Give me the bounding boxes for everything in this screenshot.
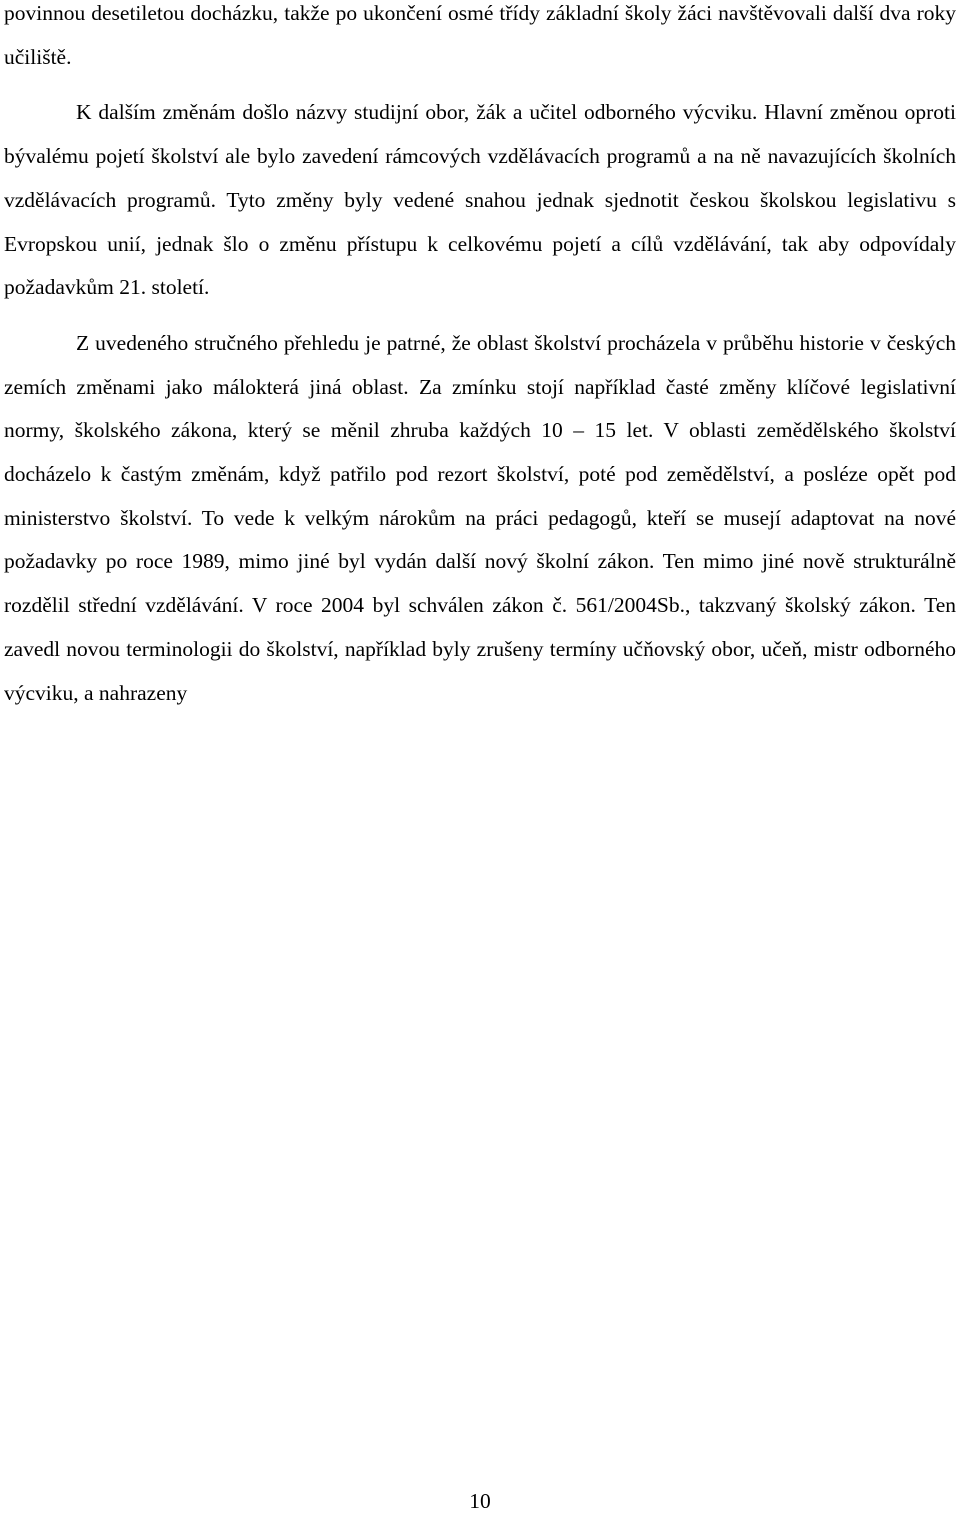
paragraph-2: K dalším změnám došlo názvy studijní obor, žák a učitel odborného výcviku. Hlavní změnou oproti bývalému pojetí školství ale bylo zavedení rámcových vzdělávacích programů a na ně navazujících školních vzdělávacích programů. Tyto změny byly vedené snahou jednak sjednotit českou školskou legislativu s Evropskou unií, jednak šlo o změnu přístupu k celkovému pojetí a cílů vzdělávání, tak aby odpovídaly požadavkům 21. století. [4,100,956,300]
document-page [4,0,956,715]
page-number: 10 [469,1489,491,1513]
paragraph-1: povinnou desetiletou docházku, takže po ukončení osmé třídy základní školy žáci navštěvovali další dva roky učiliště. [4,1,956,69]
paragraph-3: Z uvedeného stručného přehledu je patrné, že oblast školství procházela v průběhu historie v českých zemích změnami jako málokterá jiná oblast. Za zmínku stojí například časté změny klíčové legislativní normy, školského zákona, který se měnil zhruba každých 10 – 15 let. V oblasti zemědělského školství docházelo k častým změnám, když patřilo pod rezort školství, poté pod zemědělství, a posléze opět pod ministerstvo školství. To vede k velkým nárokům na práci pedagogů, kteří se musejí adaptovat na nové požadavky po roce 1989, mimo jiné byl vydán další nový školní zákon. Ten mimo jiné nově strukturálně rozdělil střední vzdělávání. V roce 2004 byl schválen zákon č. 561/2004Sb., takzvaný školský zákon. Ten zavedl novou terminologii do školství, například byly zrušeny termíny učňovský obor, učeň, mistr odborného výcviku, a nahrazeny [4,330,956,705]
